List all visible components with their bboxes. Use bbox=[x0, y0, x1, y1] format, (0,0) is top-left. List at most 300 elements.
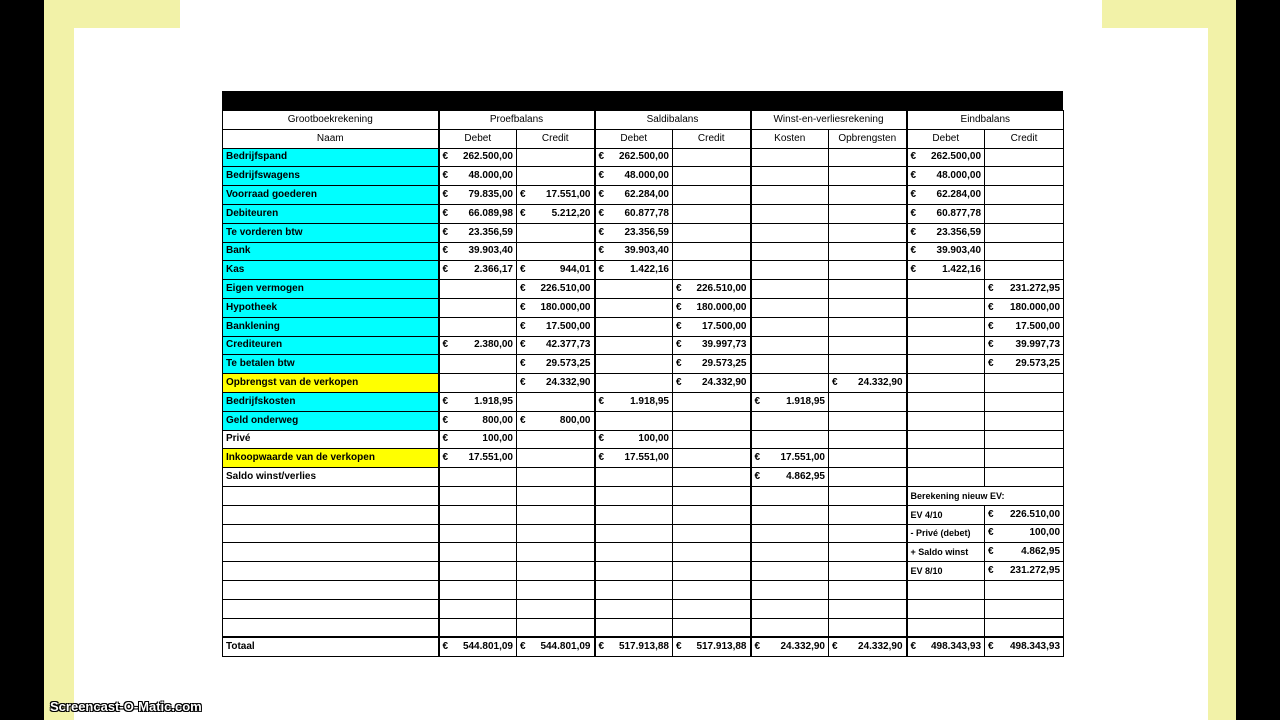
currency-symbol: € bbox=[598, 207, 605, 219]
amount-cell bbox=[907, 637, 985, 656]
amount-cell bbox=[673, 280, 751, 299]
amount-cell bbox=[595, 637, 673, 656]
amount-cell bbox=[439, 223, 517, 242]
amount-cell bbox=[439, 148, 517, 167]
column-header: Credit bbox=[985, 129, 1064, 148]
column-header: Credit bbox=[517, 129, 595, 148]
amount-cell bbox=[907, 449, 985, 468]
table-row bbox=[223, 280, 1064, 299]
amount-cell bbox=[517, 374, 595, 393]
amount-cell bbox=[985, 543, 1064, 562]
table-row bbox=[223, 580, 1064, 599]
table-row bbox=[223, 298, 1064, 317]
account-name bbox=[223, 505, 439, 524]
currency-symbol: € bbox=[910, 264, 917, 276]
amount-value: 39.997,73 bbox=[702, 339, 747, 351]
amount-cell bbox=[985, 468, 1064, 487]
amount-cell bbox=[595, 449, 673, 468]
amount-value: 17.500,00 bbox=[546, 320, 591, 332]
amount-value: 180.000,00 bbox=[540, 301, 591, 313]
empty-cell bbox=[829, 599, 907, 618]
amount-cell bbox=[985, 355, 1064, 374]
table-row bbox=[223, 355, 1064, 374]
amount-cell bbox=[829, 242, 907, 261]
totals-label: Totaal bbox=[223, 637, 439, 656]
amount-value: 39.903,40 bbox=[624, 245, 669, 257]
currency-symbol: € bbox=[442, 264, 449, 276]
totals-row bbox=[223, 637, 1064, 656]
account-name: Bank bbox=[223, 242, 439, 261]
amount-value: 544.801,09 bbox=[462, 641, 513, 653]
empty-cell bbox=[673, 618, 751, 637]
amount-cell bbox=[829, 430, 907, 449]
amount-cell bbox=[673, 242, 751, 261]
amount-cell bbox=[595, 468, 673, 487]
amount-cell bbox=[673, 186, 751, 205]
amount-cell bbox=[985, 336, 1064, 355]
column-header: Kosten bbox=[751, 129, 829, 148]
amount-cell bbox=[673, 223, 751, 242]
group-header: Saldibalans bbox=[595, 111, 751, 130]
amount-cell bbox=[751, 336, 829, 355]
amount-cell bbox=[829, 374, 907, 393]
currency-symbol: € bbox=[598, 264, 605, 276]
amount-value: 100,00 bbox=[638, 433, 669, 445]
amount-value: 24.332,90 bbox=[780, 641, 825, 653]
amount-cell bbox=[517, 242, 595, 261]
column-header: Opbrengsten bbox=[829, 129, 907, 148]
amount-cell bbox=[907, 336, 985, 355]
amount-cell bbox=[439, 336, 517, 355]
table-row bbox=[223, 543, 1064, 562]
amount-value: 4.862,95 bbox=[1021, 546, 1061, 558]
table-row bbox=[223, 430, 1064, 449]
currency-symbol: € bbox=[988, 283, 994, 295]
empty-cell bbox=[829, 580, 907, 599]
currency-symbol: € bbox=[910, 151, 917, 163]
amount-cell bbox=[439, 186, 517, 205]
amount-cell bbox=[517, 186, 595, 205]
empty-cell bbox=[985, 580, 1064, 599]
amount-value: 231.272,95 bbox=[1009, 565, 1061, 577]
amount-cell bbox=[673, 298, 751, 317]
spreadsheet bbox=[222, 91, 1063, 657]
table-row bbox=[223, 468, 1064, 487]
amount-cell bbox=[595, 355, 673, 374]
amount-value: 498.343,93 bbox=[1009, 641, 1061, 653]
amount-cell bbox=[517, 355, 595, 374]
empty-cell bbox=[751, 524, 829, 543]
amount-cell bbox=[907, 355, 985, 374]
amount-cell bbox=[985, 374, 1064, 393]
amount-cell bbox=[673, 317, 751, 336]
amount-cell bbox=[907, 430, 985, 449]
amount-cell bbox=[907, 167, 985, 186]
account-name bbox=[223, 486, 439, 505]
amount-cell bbox=[751, 374, 829, 393]
amount-cell bbox=[517, 449, 595, 468]
amount-cell bbox=[829, 167, 907, 186]
amount-value: 498.343,93 bbox=[930, 641, 982, 653]
account-name: Crediteuren bbox=[223, 336, 439, 355]
ev-calc-label: EV 4/10 bbox=[907, 505, 985, 524]
amount-cell bbox=[829, 392, 907, 411]
amount-cell bbox=[751, 261, 829, 280]
amount-value: 24.332,90 bbox=[858, 641, 903, 653]
currency-symbol: € bbox=[676, 320, 682, 332]
amount-cell bbox=[829, 261, 907, 280]
amount-value: 62.284,00 bbox=[624, 189, 669, 201]
amount-cell bbox=[829, 336, 907, 355]
amount-cell bbox=[595, 298, 673, 317]
empty-cell bbox=[829, 618, 907, 637]
amount-cell bbox=[517, 411, 595, 430]
amount-cell bbox=[673, 430, 751, 449]
amount-value: 60.877,78 bbox=[624, 207, 669, 219]
amount-cell bbox=[751, 298, 829, 317]
group-header-row bbox=[223, 111, 1064, 130]
amount-cell bbox=[751, 242, 829, 261]
amount-cell bbox=[595, 317, 673, 336]
amount-cell bbox=[439, 468, 517, 487]
amount-cell bbox=[751, 317, 829, 336]
amount-value: 517.913,88 bbox=[618, 641, 669, 653]
currency-symbol: € bbox=[520, 641, 526, 653]
group-header: Proefbalans bbox=[439, 111, 595, 130]
amount-value: 29.573,25 bbox=[546, 358, 591, 370]
column-header: Debet bbox=[439, 129, 517, 148]
empty-cell bbox=[829, 505, 907, 524]
amount-cell bbox=[517, 167, 595, 186]
top-white-band bbox=[180, 0, 1102, 28]
amount-cell bbox=[673, 374, 751, 393]
amount-cell bbox=[751, 280, 829, 299]
amount-value: 1.918,95 bbox=[786, 395, 825, 407]
group-header: Eindbalans bbox=[907, 111, 1064, 130]
amount-value: 42.377,73 bbox=[546, 339, 591, 351]
empty-cell bbox=[517, 580, 595, 599]
currency-symbol: € bbox=[910, 170, 917, 182]
empty-cell bbox=[673, 505, 751, 524]
amount-cell bbox=[751, 223, 829, 242]
amount-value: 1.422,16 bbox=[942, 264, 982, 276]
currency-symbol: € bbox=[754, 641, 761, 653]
table-row bbox=[223, 374, 1064, 393]
currency-symbol: € bbox=[754, 452, 761, 464]
column-header: Debet bbox=[595, 129, 673, 148]
amount-cell bbox=[673, 468, 751, 487]
empty-cell bbox=[907, 618, 985, 637]
watermark: Screencast-O-Matic.com bbox=[50, 699, 202, 714]
currency-symbol: € bbox=[598, 452, 605, 464]
amount-value: 17.551,00 bbox=[780, 452, 825, 464]
amount-cell bbox=[751, 186, 829, 205]
amount-cell bbox=[439, 298, 517, 317]
account-name: Saldo winst/verlies bbox=[223, 468, 439, 487]
amount-cell bbox=[907, 261, 985, 280]
amount-cell bbox=[439, 430, 517, 449]
amount-cell bbox=[907, 411, 985, 430]
table-row bbox=[223, 486, 1064, 505]
amount-value: 48.000,00 bbox=[468, 170, 513, 182]
empty-cell bbox=[829, 543, 907, 562]
empty-cell bbox=[673, 599, 751, 618]
amount-cell bbox=[673, 637, 751, 656]
amount-cell bbox=[751, 392, 829, 411]
amount-cell bbox=[751, 449, 829, 468]
amount-cell bbox=[595, 411, 673, 430]
amount-value: 4.862,95 bbox=[786, 471, 825, 483]
amount-cell bbox=[595, 186, 673, 205]
currency-symbol: € bbox=[442, 207, 449, 219]
amount-value: 2.380,00 bbox=[474, 339, 513, 351]
account-name bbox=[223, 524, 439, 543]
amount-value: 29.573,25 bbox=[1015, 358, 1061, 370]
currency-symbol: € bbox=[442, 189, 449, 201]
amount-cell bbox=[517, 204, 595, 223]
amount-cell bbox=[907, 280, 985, 299]
amount-value: 944,01 bbox=[559, 264, 591, 276]
currency-symbol: € bbox=[988, 339, 994, 351]
currency-symbol: € bbox=[676, 377, 682, 389]
currency-symbol: € bbox=[676, 339, 682, 351]
amount-cell bbox=[673, 355, 751, 374]
amount-cell bbox=[673, 204, 751, 223]
amount-cell bbox=[517, 336, 595, 355]
amount-cell bbox=[517, 317, 595, 336]
table-row bbox=[223, 618, 1064, 637]
currency-symbol: € bbox=[442, 339, 449, 351]
amount-cell bbox=[673, 392, 751, 411]
amount-cell bbox=[751, 468, 829, 487]
empty-cell bbox=[439, 505, 517, 524]
currency-symbol: € bbox=[676, 283, 682, 295]
amount-cell bbox=[985, 242, 1064, 261]
table-row bbox=[223, 505, 1064, 524]
amount-value: 79.835,00 bbox=[468, 189, 513, 201]
amount-cell bbox=[829, 411, 907, 430]
currency-symbol: € bbox=[442, 245, 449, 257]
amount-value: 17.500,00 bbox=[702, 320, 747, 332]
amount-value: 226.510,00 bbox=[540, 283, 591, 295]
empty-cell bbox=[439, 486, 517, 505]
empty-cell bbox=[439, 580, 517, 599]
amount-value: 1.918,95 bbox=[630, 395, 669, 407]
amount-cell bbox=[985, 562, 1064, 581]
column-header: Debet bbox=[907, 129, 985, 148]
amount-cell bbox=[517, 280, 595, 299]
currency-symbol: € bbox=[520, 207, 526, 219]
empty-cell bbox=[595, 524, 673, 543]
currency-symbol: € bbox=[754, 471, 761, 483]
amount-cell bbox=[439, 392, 517, 411]
empty-cell bbox=[751, 486, 829, 505]
currency-symbol: € bbox=[598, 245, 605, 257]
amount-cell bbox=[517, 430, 595, 449]
account-name: Inkoopwaarde van de verkopen bbox=[223, 449, 439, 468]
account-name: Bedrijfspand bbox=[223, 148, 439, 167]
empty-cell bbox=[517, 599, 595, 618]
empty-cell bbox=[517, 524, 595, 543]
currency-symbol: € bbox=[910, 226, 917, 238]
empty-cell bbox=[439, 618, 517, 637]
amount-cell bbox=[907, 392, 985, 411]
amount-value: 48.000,00 bbox=[936, 170, 982, 182]
amount-cell bbox=[517, 298, 595, 317]
amount-cell bbox=[985, 637, 1064, 656]
table-row bbox=[223, 392, 1064, 411]
amount-cell bbox=[829, 355, 907, 374]
amount-value: 544.801,09 bbox=[540, 641, 591, 653]
amount-cell bbox=[595, 374, 673, 393]
amount-cell bbox=[439, 261, 517, 280]
amount-cell bbox=[595, 336, 673, 355]
amount-cell bbox=[985, 148, 1064, 167]
amount-value: 1.422,16 bbox=[630, 264, 669, 276]
amount-value: 262.500,00 bbox=[618, 151, 669, 163]
amount-cell bbox=[985, 430, 1064, 449]
account-name bbox=[223, 618, 439, 637]
currency-symbol: € bbox=[442, 395, 449, 407]
amount-cell bbox=[751, 411, 829, 430]
account-name: Voorraad goederen bbox=[223, 186, 439, 205]
amount-cell bbox=[439, 355, 517, 374]
currency-symbol: € bbox=[598, 151, 605, 163]
empty-cell bbox=[595, 486, 673, 505]
currency-symbol: € bbox=[910, 189, 917, 201]
amount-value: 62.284,00 bbox=[936, 189, 982, 201]
column-header-row bbox=[223, 129, 1064, 148]
amount-cell bbox=[595, 204, 673, 223]
empty-cell bbox=[751, 599, 829, 618]
amount-cell bbox=[829, 186, 907, 205]
empty-cell bbox=[829, 562, 907, 581]
amount-cell bbox=[985, 298, 1064, 317]
currency-symbol: € bbox=[988, 358, 994, 370]
empty-cell bbox=[985, 618, 1064, 637]
currency-symbol: € bbox=[442, 433, 449, 445]
currency-symbol: € bbox=[988, 565, 994, 577]
currency-symbol: € bbox=[676, 358, 682, 370]
amount-value: 17.551,00 bbox=[468, 452, 513, 464]
amount-value: 39.903,40 bbox=[468, 245, 513, 257]
account-name: Banklening bbox=[223, 317, 439, 336]
amount-value: 517.913,88 bbox=[696, 641, 747, 653]
amount-cell bbox=[907, 298, 985, 317]
amount-value: 231.272,95 bbox=[1009, 283, 1061, 295]
empty-cell bbox=[517, 505, 595, 524]
currency-symbol: € bbox=[442, 226, 449, 238]
currency-symbol: € bbox=[988, 320, 994, 332]
amount-value: 29.573,25 bbox=[702, 358, 747, 370]
amount-cell bbox=[985, 449, 1064, 468]
amount-cell bbox=[907, 242, 985, 261]
currency-symbol: € bbox=[442, 170, 449, 182]
amount-cell bbox=[985, 411, 1064, 430]
amount-cell bbox=[439, 411, 517, 430]
amount-value: 39.903,40 bbox=[936, 245, 982, 257]
column-header: Credit bbox=[673, 129, 751, 148]
currency-symbol: € bbox=[520, 377, 526, 389]
amount-cell bbox=[595, 242, 673, 261]
empty-cell bbox=[673, 486, 751, 505]
amount-cell bbox=[907, 204, 985, 223]
account-name: Kas bbox=[223, 261, 439, 280]
account-name: Eigen vermogen bbox=[223, 280, 439, 299]
currency-symbol: € bbox=[442, 414, 449, 426]
empty-cell bbox=[595, 543, 673, 562]
amount-cell bbox=[673, 411, 751, 430]
account-name bbox=[223, 562, 439, 581]
amount-cell bbox=[829, 298, 907, 317]
currency-symbol: € bbox=[520, 414, 526, 426]
ev-calc-label: EV 8/10 bbox=[907, 562, 985, 581]
amount-value: 17.500,00 bbox=[1015, 320, 1061, 332]
empty-cell bbox=[439, 543, 517, 562]
empty-cell bbox=[595, 618, 673, 637]
amount-cell bbox=[829, 637, 907, 656]
account-name: Geld onderweg bbox=[223, 411, 439, 430]
amount-cell bbox=[985, 505, 1064, 524]
amount-cell bbox=[517, 223, 595, 242]
table-row bbox=[223, 317, 1064, 336]
amount-value: 24.332,90 bbox=[858, 377, 903, 389]
empty-cell bbox=[751, 562, 829, 581]
empty-cell bbox=[595, 580, 673, 599]
account-name bbox=[223, 580, 439, 599]
amount-value: 23.356,59 bbox=[468, 226, 513, 238]
currency-symbol: € bbox=[676, 641, 682, 653]
amount-cell bbox=[907, 468, 985, 487]
amount-cell bbox=[751, 148, 829, 167]
empty-cell bbox=[907, 580, 985, 599]
empty-cell bbox=[517, 562, 595, 581]
empty-cell bbox=[517, 486, 595, 505]
amount-cell bbox=[751, 637, 829, 656]
currency-symbol: € bbox=[520, 301, 526, 313]
table-row bbox=[223, 167, 1064, 186]
empty-cell bbox=[595, 505, 673, 524]
amount-cell bbox=[439, 242, 517, 261]
amount-cell bbox=[673, 148, 751, 167]
empty-cell bbox=[673, 580, 751, 599]
amount-cell bbox=[517, 148, 595, 167]
empty-cell bbox=[673, 562, 751, 581]
amount-cell bbox=[517, 468, 595, 487]
currency-symbol: € bbox=[832, 377, 838, 389]
amount-cell bbox=[829, 280, 907, 299]
empty-cell bbox=[595, 599, 673, 618]
amount-cell bbox=[595, 223, 673, 242]
amount-cell bbox=[439, 280, 517, 299]
amount-cell bbox=[751, 430, 829, 449]
currency-symbol: € bbox=[910, 245, 917, 257]
currency-symbol: € bbox=[442, 641, 449, 653]
amount-value: 60.877,78 bbox=[936, 207, 982, 219]
currency-symbol: € bbox=[598, 433, 605, 445]
amount-cell bbox=[517, 261, 595, 280]
empty-cell bbox=[751, 618, 829, 637]
currency-symbol: € bbox=[988, 527, 994, 539]
empty-cell bbox=[439, 524, 517, 543]
amount-value: 66.089,98 bbox=[468, 207, 513, 219]
empty-cell bbox=[517, 618, 595, 637]
account-name bbox=[223, 543, 439, 562]
amount-cell bbox=[985, 392, 1064, 411]
empty-cell bbox=[751, 580, 829, 599]
amount-cell bbox=[907, 223, 985, 242]
amount-cell bbox=[907, 148, 985, 167]
